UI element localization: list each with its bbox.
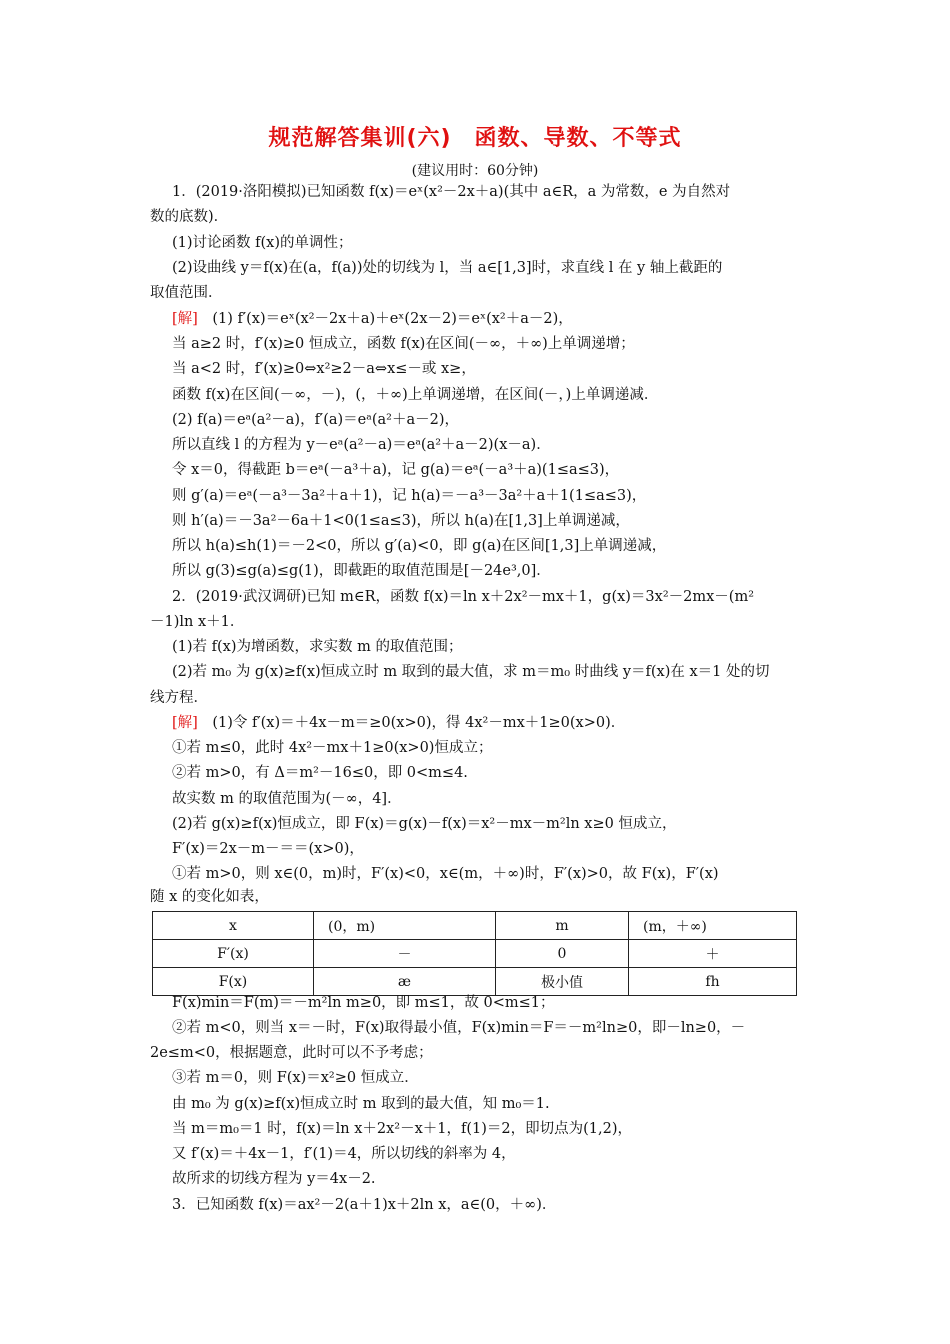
table-cell: æ bbox=[314, 968, 496, 996]
solution-2-line-7: ①若 m>0，则 x∈(0，m)时，F′(x)<0，x∈(m，＋∞)时，F′(x)>0，故 F(x)，F′(x) bbox=[172, 866, 719, 882]
solution-1-line-8: 则 g′(a)＝eᵃ(－a³－3a²＋a＋1)，记 h(a)＝－a³－3a²＋a＋1(1≤a≤3)， bbox=[172, 488, 647, 504]
problem-2-line-1: 2．(2019·武汉调研)已知 m∈R，函数 f(x)＝ln x＋2x²－mx＋1，g(x)＝3x²－2mx－(m² bbox=[172, 589, 755, 605]
solution-1-line-11: 所以 g(3)≤g(a)≤g(1)，即截距的取值范围是[－24e³,0]． bbox=[172, 563, 551, 579]
solution-1-line-9: 则 h′(a)＝－3a²－6a＋1<0(1≤a≤3)，所以 h(a)在[1,3]上单调递减， bbox=[172, 513, 630, 529]
solution-2-line-10: ②若 m<0，则当 x＝－时，F(x)取得最小值，F(x)min＝F＝－m²ln≥0，即－ln≥0，－ bbox=[172, 1020, 746, 1036]
table-cell: 0 bbox=[496, 940, 629, 968]
solution-2-line-13: 由 m₀ 为 g(x)≥f(x)恒成立时 m 取到的最大值，知 m₀＝1. bbox=[172, 1096, 550, 1112]
table-cell: ＋ bbox=[629, 940, 797, 968]
problem-1-part-1: (1)讨论函数 f(x)的单调性； bbox=[172, 235, 353, 251]
table-row bbox=[153, 940, 797, 968]
solution-2-line-16: 故所求的切线方程为 y＝4x－2. bbox=[172, 1171, 376, 1187]
problem-2-line-2: －1)ln x＋1． bbox=[150, 614, 245, 630]
table-cell: m bbox=[496, 912, 629, 940]
solution-tag: [解] bbox=[172, 311, 198, 327]
solution-1-line-5: (2) f(a)＝eᵃ(a²－a)，f′(a)＝eᵃ(a²＋a－2)， bbox=[172, 412, 459, 428]
solution-2-line-3: ②若 m>0，有 Δ＝m²－16≤0，即 0<m≤4. bbox=[172, 765, 468, 781]
solution-2-line-15: 又 f′(x)＝＋4x－1，f′(1)＝4，所以切线的斜率为 4， bbox=[172, 1146, 516, 1162]
table-cell: (0，m) bbox=[314, 912, 496, 940]
table-cell: fh bbox=[629, 968, 797, 996]
table-row bbox=[153, 968, 797, 996]
problem-2-part-1: (1)若 f(x)为增函数，求实数 m 的取值范围； bbox=[172, 639, 463, 655]
table-cell: F(x) bbox=[153, 968, 314, 996]
solution-1-line-7: 令 x＝0，得截距 b＝eᵃ(－a³＋a)，记 g(a)＝eᵃ(－a³＋a)(1≤a≤3)， bbox=[172, 462, 620, 478]
problem-2-part-2-line-1: (2)若 m₀ 为 g(x)≥f(x)恒成立时 m 取到的最大值，求 m＝m₀ 时曲线 y＝f(x)在 x＝1 处的切 bbox=[172, 664, 770, 680]
solution-1-line-2: 当 a≥2 时，f′(x)≥0 恒成立，函数 f(x)在区间(－∞，＋∞)上单调递增； bbox=[172, 336, 635, 352]
solution-2-line-4: 故实数 m 的取值范围为(－∞，4]． bbox=[172, 791, 402, 807]
solution-2-line-8: 随 x 的变化如表， bbox=[150, 889, 269, 905]
problem-3-line-1: 3．已知函数 f(x)＝ax²－2(a＋1)x＋2ln x，a∈(0，＋∞)． bbox=[172, 1197, 557, 1213]
solution-1-line-1: [解] (1) f′(x)＝eˣ(x²－2x＋a)＋eˣ(2x－2)＝eˣ(x²＋a－2)， bbox=[172, 311, 573, 327]
solution-1-line-10: 所以 h(a)≤h(1)＝－2<0，所以 g′(a)<0，即 g(a)在区间[1,3]上单调递减， bbox=[172, 538, 667, 554]
solution-1-line-6: 所以直线 l 的方程为 y－eᵃ(a²－a)＝eᵃ(a²＋a－2)(x－a)． bbox=[172, 437, 551, 453]
problem-1-line-2: 数的底数)． bbox=[150, 209, 229, 225]
suggested-time: (建议用时：60分钟) bbox=[411, 163, 539, 179]
solution-2-line-11: 2e≤m<0，根据题意，此时可以不予考虑； bbox=[150, 1045, 433, 1061]
solution-1-line-4: 函数 f(x)在区间(－∞，－)，(，＋∞)上单调递增，在区间(－，)上单调递减． bbox=[172, 387, 659, 403]
page-title: 规范解答集训(六) 函数、导数、不等式 bbox=[268, 126, 682, 151]
solution-2-line-2: ①若 m≤0，此时 4x²－mx＋1≥0(x>0)恒成立； bbox=[172, 740, 493, 756]
solution-2-line-14: 当 m＝m₀＝1 时，f(x)＝ln x＋2x²－x＋1，f(1)＝2，即切点为(1,2)， bbox=[172, 1121, 632, 1137]
table-cell: x bbox=[153, 912, 314, 940]
solution-2-line-6: F′(x)＝2x－m－＝＝(x>0)， bbox=[172, 841, 364, 857]
solution-tag: [解] bbox=[172, 715, 198, 731]
problem-1-part-2-line-2: 取值范围． bbox=[150, 285, 223, 301]
table-cell: (m，＋∞) bbox=[629, 912, 797, 940]
problem-1-line-1: 1．(2019·洛阳模拟)已知函数 f(x)＝eˣ(x²－2x＋a)(其中 a∈R，a 为常数，e 为自然对 bbox=[172, 184, 731, 200]
solution-2-line-5: (2)若 g(x)≥f(x)恒成立，即 F(x)＝g(x)－f(x)＝x²－mx－m²ln x≥0 恒成立， bbox=[172, 816, 677, 832]
problem-2-part-2-line-2: 线方程． bbox=[150, 690, 208, 706]
solution-2-line-9: F(x)min＝F(m)＝－m²ln m≥0，即 m≤1，故 0<m≤1； bbox=[172, 995, 555, 1011]
solution-2-line-1: [解] (1)令 f′(x)＝＋4x－m＝≥0(x>0)，得 4x²－mx＋1≥0(x>0)． bbox=[172, 715, 626, 731]
table-header-row bbox=[153, 912, 797, 940]
table-cell: F′(x) bbox=[153, 940, 314, 968]
table-cell: 极小值 bbox=[496, 968, 629, 996]
problem-1-part-2-line-1: (2)设曲线 y＝f(x)在(a，f(a))处的切线为 l，当 a∈[1,3]时，求直线 l 在 y 轴上截距的 bbox=[172, 260, 723, 276]
variation-table bbox=[152, 911, 797, 996]
solution-2-line-12: ③若 m＝0，则 F(x)＝x²≥0 恒成立． bbox=[172, 1070, 419, 1086]
solution-1-line-3: 当 a<2 时，f′(x)≥0⇔x²≥2－a⇔x≤－或 x≥， bbox=[172, 361, 476, 377]
table-cell: － bbox=[314, 940, 496, 968]
